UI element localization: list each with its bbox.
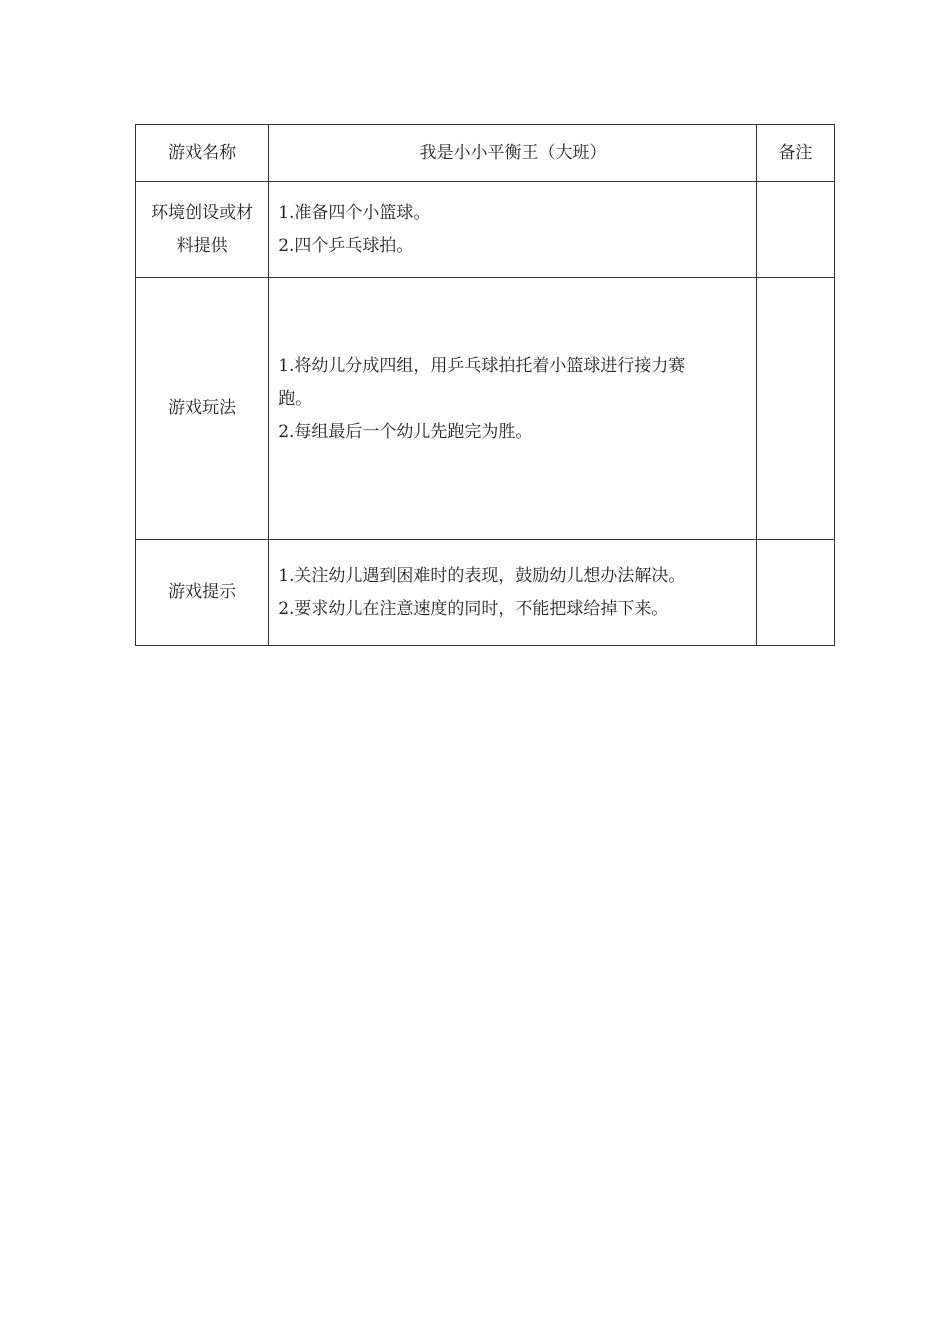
gameplay-item-1: 1.将幼儿分成四组，用乒乓球拍托着小篮球进行接力赛 bbox=[278, 356, 686, 376]
tips-label-cell bbox=[136, 540, 269, 646]
table-header-row bbox=[136, 125, 835, 182]
environment-item-2: 2.四个乒乓球拍。 bbox=[278, 235, 414, 256]
gameplay-item-2: 2.每组最后一个幼儿先跑完为胜。 bbox=[278, 422, 533, 442]
game-plan-table bbox=[135, 124, 835, 646]
environment-label-line-2: 料提供 bbox=[176, 235, 228, 256]
tips-item-1: 1.关注幼儿遇到困难时的表现，鼓励幼儿想办法解决。 bbox=[278, 565, 686, 586]
gameplay-text-block bbox=[278, 350, 748, 449]
environment-label-cell bbox=[136, 182, 269, 278]
tips-note-cell bbox=[756, 540, 834, 646]
header-label-cell bbox=[136, 125, 269, 182]
game-name-label: 游戏名称 bbox=[168, 142, 237, 163]
table-row-gameplay bbox=[136, 278, 835, 540]
environment-item-1: 1.准备四个小篮球。 bbox=[278, 202, 431, 223]
note-header-cell bbox=[756, 125, 834, 182]
game-title-cell bbox=[269, 125, 757, 182]
gameplay-content-cell bbox=[269, 278, 757, 540]
gameplay-label: 游戏玩法 bbox=[168, 398, 237, 418]
environment-note-cell bbox=[756, 182, 834, 278]
tips-item-2: 2.要求幼儿在注意速度的同时，不能把球给掉下来。 bbox=[278, 598, 669, 619]
note-label: 备注 bbox=[778, 142, 813, 163]
tips-label: 游戏提示 bbox=[168, 582, 237, 602]
environment-content-cell bbox=[269, 182, 757, 278]
table-row-environment bbox=[136, 182, 835, 278]
table-row-tips bbox=[136, 540, 835, 646]
environment-label-line-1: 环境创设或材 bbox=[151, 202, 254, 223]
tips-content-cell bbox=[269, 540, 757, 646]
gameplay-label-cell bbox=[136, 278, 269, 540]
gameplay-item-1-cont: 跑。 bbox=[278, 389, 313, 409]
game-title: 我是小小平衡王（大班） bbox=[419, 142, 607, 163]
gameplay-note-cell bbox=[756, 278, 834, 540]
